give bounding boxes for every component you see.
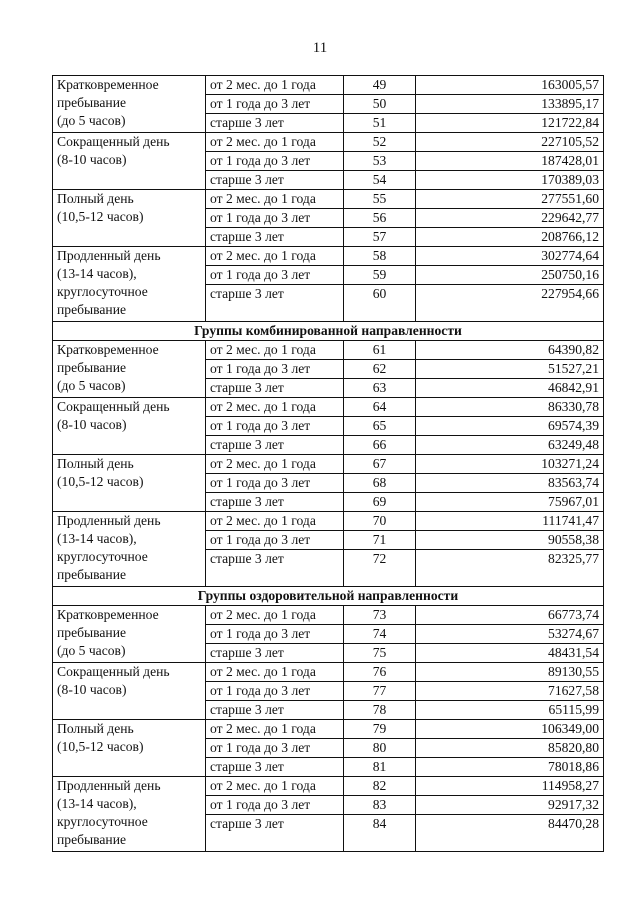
amount-cell: 75967,01 bbox=[416, 493, 604, 512]
amount-cell: 65115,99 bbox=[416, 701, 604, 720]
table-row bbox=[53, 606, 604, 625]
row-number-cell: 50 bbox=[344, 95, 416, 114]
table-row bbox=[53, 720, 604, 739]
table-row bbox=[53, 190, 604, 209]
row-number-cell: 62 bbox=[344, 360, 416, 379]
amount-cell: 83563,74 bbox=[416, 474, 604, 493]
age-cell: от 1 года до 3 лет bbox=[206, 474, 344, 493]
regime-line: Сокращенный день bbox=[57, 134, 170, 149]
regime-line: Кратковременное bbox=[57, 607, 159, 622]
row-number-cell: 74 bbox=[344, 625, 416, 644]
amount-cell: 71627,58 bbox=[416, 682, 604, 701]
tariff-table-body bbox=[53, 76, 604, 852]
age-cell: от 2 мес. до 1 года bbox=[206, 398, 344, 417]
row-number-cell: 65 bbox=[344, 417, 416, 436]
row-number-cell: 53 bbox=[344, 152, 416, 171]
amount-cell: 106349,00 bbox=[416, 720, 604, 739]
age-cell: старше 3 лет bbox=[206, 758, 344, 777]
regime-line: пребывание bbox=[57, 832, 127, 847]
amount-cell: 82325,77 bbox=[416, 550, 604, 587]
regime-line: (8-10 часов) bbox=[57, 417, 127, 432]
regime-line: (8-10 часов) bbox=[57, 152, 127, 167]
regime-cell bbox=[53, 247, 206, 322]
amount-cell: 114958,27 bbox=[416, 777, 604, 796]
age-cell: от 2 мес. до 1 года bbox=[206, 133, 344, 152]
row-number-cell: 70 bbox=[344, 512, 416, 531]
age-cell: от 2 мес. до 1 года bbox=[206, 720, 344, 739]
row-number-cell: 51 bbox=[344, 114, 416, 133]
age-cell: старше 3 лет bbox=[206, 436, 344, 455]
row-number-cell: 75 bbox=[344, 644, 416, 663]
amount-cell: 69574,39 bbox=[416, 417, 604, 436]
age-cell: от 2 мес. до 1 года bbox=[206, 341, 344, 360]
age-cell: старше 3 лет bbox=[206, 815, 344, 852]
row-number-cell: 82 bbox=[344, 777, 416, 796]
regime-line: (до 5 часов) bbox=[57, 113, 126, 128]
regime-line: Сокращенный день bbox=[57, 664, 170, 679]
regime-line: (10,5-12 часов) bbox=[57, 209, 144, 224]
amount-cell: 78018,86 bbox=[416, 758, 604, 777]
table-row bbox=[53, 777, 604, 796]
amount-cell: 53274,67 bbox=[416, 625, 604, 644]
amount-cell: 250750,16 bbox=[416, 266, 604, 285]
regime-line: пребывание bbox=[57, 625, 127, 640]
regime-line: Полный день bbox=[57, 721, 134, 736]
age-cell: старше 3 лет bbox=[206, 285, 344, 322]
amount-cell: 46842,91 bbox=[416, 379, 604, 398]
amount-cell: 229642,77 bbox=[416, 209, 604, 228]
regime-line: (13-14 часов), bbox=[57, 531, 137, 546]
age-cell: от 1 года до 3 лет bbox=[206, 417, 344, 436]
regime-cell bbox=[53, 512, 206, 587]
row-number-cell: 71 bbox=[344, 531, 416, 550]
age-cell: от 1 года до 3 лет bbox=[206, 739, 344, 758]
regime-cell bbox=[53, 606, 206, 663]
regime-line: Полный день bbox=[57, 191, 134, 206]
row-number-cell: 80 bbox=[344, 739, 416, 758]
amount-cell: 89130,55 bbox=[416, 663, 604, 682]
age-cell: от 1 года до 3 лет bbox=[206, 531, 344, 550]
table-row bbox=[53, 663, 604, 682]
regime-line: (13-14 часов), bbox=[57, 796, 137, 811]
row-number-cell: 63 bbox=[344, 379, 416, 398]
age-cell: старше 3 лет bbox=[206, 644, 344, 663]
age-cell: от 1 года до 3 лет bbox=[206, 682, 344, 701]
regime-line: круглосуточное bbox=[57, 284, 148, 299]
amount-cell: 227105,52 bbox=[416, 133, 604, 152]
amount-cell: 121722,84 bbox=[416, 114, 604, 133]
amount-cell: 302774,64 bbox=[416, 247, 604, 266]
amount-cell: 48431,54 bbox=[416, 644, 604, 663]
age-cell: от 2 мес. до 1 года bbox=[206, 512, 344, 531]
section-title: Группы оздоровительной направленности bbox=[53, 587, 604, 606]
regime-cell bbox=[53, 398, 206, 455]
regime-line: (8-10 часов) bbox=[57, 682, 127, 697]
age-cell: старше 3 лет bbox=[206, 493, 344, 512]
age-cell: от 1 года до 3 лет bbox=[206, 796, 344, 815]
row-number-cell: 59 bbox=[344, 266, 416, 285]
amount-cell: 187428,01 bbox=[416, 152, 604, 171]
regime-line: Полный день bbox=[57, 456, 134, 471]
regime-cell bbox=[53, 663, 206, 720]
section-title: Группы комбинированной направленности bbox=[53, 322, 604, 341]
table-row bbox=[53, 455, 604, 474]
row-number-cell: 77 bbox=[344, 682, 416, 701]
amount-cell: 163005,57 bbox=[416, 76, 604, 95]
age-cell: от 1 года до 3 лет bbox=[206, 360, 344, 379]
regime-line: (10,5-12 часов) bbox=[57, 474, 144, 489]
amount-cell: 277551,60 bbox=[416, 190, 604, 209]
age-cell: от 1 года до 3 лет bbox=[206, 625, 344, 644]
row-number-cell: 58 bbox=[344, 247, 416, 266]
amount-cell: 170389,03 bbox=[416, 171, 604, 190]
amount-cell: 92917,32 bbox=[416, 796, 604, 815]
age-cell: от 2 мес. до 1 года bbox=[206, 777, 344, 796]
page-number: 11 bbox=[312, 40, 328, 56]
regime-line: Продленный день bbox=[57, 513, 161, 528]
amount-cell: 84470,28 bbox=[416, 815, 604, 852]
amount-cell: 90558,38 bbox=[416, 531, 604, 550]
regime-line: круглосуточное bbox=[57, 549, 148, 564]
row-number-cell: 56 bbox=[344, 209, 416, 228]
age-cell: старше 3 лет bbox=[206, 171, 344, 190]
row-number-cell: 68 bbox=[344, 474, 416, 493]
section-title-row bbox=[53, 322, 604, 341]
regime-line: Кратковременное bbox=[57, 342, 159, 357]
row-number-cell: 64 bbox=[344, 398, 416, 417]
age-cell: от 1 года до 3 лет bbox=[206, 209, 344, 228]
row-number-cell: 55 bbox=[344, 190, 416, 209]
regime-cell bbox=[53, 777, 206, 852]
amount-cell: 208766,12 bbox=[416, 228, 604, 247]
row-number-cell: 67 bbox=[344, 455, 416, 474]
row-number-cell: 79 bbox=[344, 720, 416, 739]
regime-line: (10,5-12 часов) bbox=[57, 739, 144, 754]
row-number-cell: 73 bbox=[344, 606, 416, 625]
row-number-cell: 84 bbox=[344, 815, 416, 852]
regime-line: пребывание bbox=[57, 302, 127, 317]
age-cell: старше 3 лет bbox=[206, 379, 344, 398]
age-cell: от 2 мес. до 1 года bbox=[206, 190, 344, 209]
regime-line: (13-14 часов), bbox=[57, 266, 137, 281]
row-number-cell: 83 bbox=[344, 796, 416, 815]
row-number-cell: 54 bbox=[344, 171, 416, 190]
regime-line: пребывание bbox=[57, 360, 127, 375]
age-cell: старше 3 лет bbox=[206, 114, 344, 133]
regime-cell bbox=[53, 76, 206, 133]
section-title-row bbox=[53, 587, 604, 606]
table-row bbox=[53, 512, 604, 531]
table-row bbox=[53, 247, 604, 266]
row-number-cell: 57 bbox=[344, 228, 416, 247]
regime-cell bbox=[53, 190, 206, 247]
regime-line: Продленный день bbox=[57, 778, 161, 793]
regime-cell bbox=[53, 341, 206, 398]
row-number-cell: 61 bbox=[344, 341, 416, 360]
age-cell: старше 3 лет bbox=[206, 701, 344, 720]
amount-cell: 66773,74 bbox=[416, 606, 604, 625]
row-number-cell: 69 bbox=[344, 493, 416, 512]
amount-cell: 227954,66 bbox=[416, 285, 604, 322]
regime-line: круглосуточное bbox=[57, 814, 148, 829]
age-cell: от 1 года до 3 лет bbox=[206, 152, 344, 171]
row-number-cell: 81 bbox=[344, 758, 416, 777]
regime-line: (до 5 часов) bbox=[57, 378, 126, 393]
regime-line: Сокращенный день bbox=[57, 399, 170, 414]
row-number-cell: 78 bbox=[344, 701, 416, 720]
amount-cell: 85820,80 bbox=[416, 739, 604, 758]
age-cell: от 2 мес. до 1 года bbox=[206, 76, 344, 95]
table-row bbox=[53, 76, 604, 95]
table-row bbox=[53, 133, 604, 152]
row-number-cell: 52 bbox=[344, 133, 416, 152]
amount-cell: 133895,17 bbox=[416, 95, 604, 114]
regime-line: пребывание bbox=[57, 95, 127, 110]
age-cell: от 1 года до 3 лет bbox=[206, 266, 344, 285]
row-number-cell: 76 bbox=[344, 663, 416, 682]
amount-cell: 63249,48 bbox=[416, 436, 604, 455]
amount-cell: 64390,82 bbox=[416, 341, 604, 360]
row-number-cell: 60 bbox=[344, 285, 416, 322]
amount-cell: 51527,21 bbox=[416, 360, 604, 379]
age-cell: от 2 мес. до 1 года bbox=[206, 247, 344, 266]
age-cell: старше 3 лет bbox=[206, 550, 344, 587]
regime-line: пребывание bbox=[57, 567, 127, 582]
age-cell: от 2 мес. до 1 года bbox=[206, 663, 344, 682]
regime-cell bbox=[53, 133, 206, 190]
regime-line: (до 5 часов) bbox=[57, 643, 126, 658]
tariff-table bbox=[52, 75, 604, 852]
table-row bbox=[53, 398, 604, 417]
row-number-cell: 66 bbox=[344, 436, 416, 455]
age-cell: от 2 мес. до 1 года bbox=[206, 455, 344, 474]
regime-cell bbox=[53, 720, 206, 777]
age-cell: от 2 мес. до 1 года bbox=[206, 606, 344, 625]
regime-cell bbox=[53, 455, 206, 512]
amount-cell: 86330,78 bbox=[416, 398, 604, 417]
age-cell: от 1 года до 3 лет bbox=[206, 95, 344, 114]
regime-line: Кратковременное bbox=[57, 77, 159, 92]
row-number-cell: 49 bbox=[344, 76, 416, 95]
age-cell: старше 3 лет bbox=[206, 228, 344, 247]
amount-cell: 103271,24 bbox=[416, 455, 604, 474]
regime-line: Продленный день bbox=[57, 248, 161, 263]
row-number-cell: 72 bbox=[344, 550, 416, 587]
amount-cell: 111741,47 bbox=[416, 512, 604, 531]
table-row bbox=[53, 341, 604, 360]
